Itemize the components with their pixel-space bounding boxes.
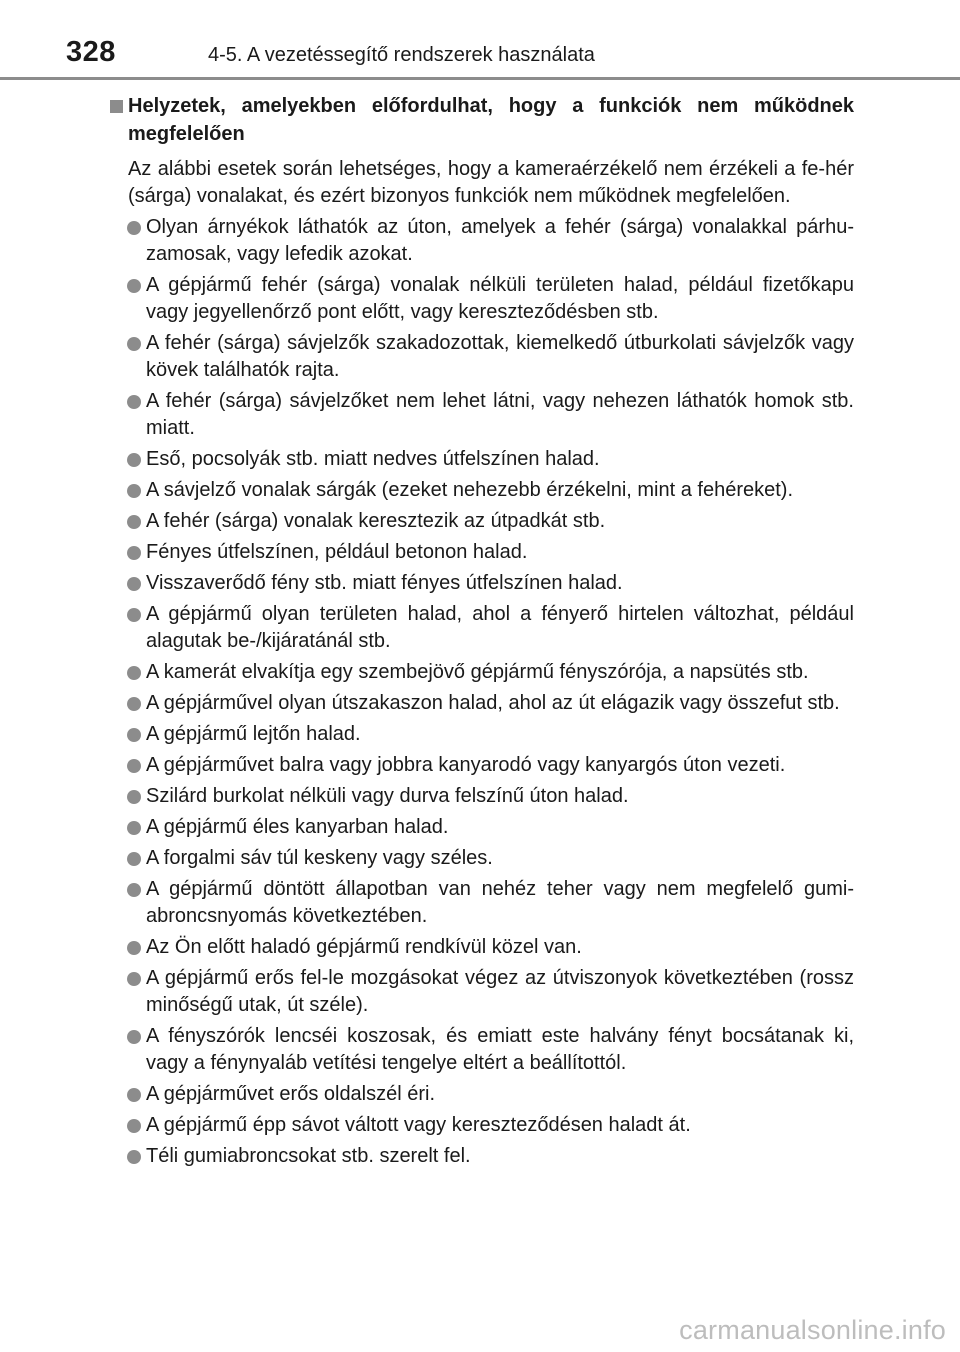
circle-bullet-icon [127, 972, 141, 986]
list-item-text: A forgalmi sáv túl keskeny vagy széles. [146, 847, 493, 869]
circle-bullet-icon [127, 666, 141, 680]
list-item-text: A gépjármű olyan területen halad, ahol a fényerő hirtelen változhat, például alagutak be-/kijáratánál stb. [146, 603, 854, 652]
list-item [108, 1023, 854, 1077]
list-item [108, 214, 854, 268]
circle-bullet-icon [127, 852, 141, 866]
list-item [108, 446, 854, 473]
list-item-text: A kamerát elvakítja egy szembejövő gépjármű fényszórója, a napsütés stb. [146, 661, 809, 683]
page-content [108, 92, 854, 1170]
list-item-text: A gépjármű döntött állapotban van nehéz teher vagy nem megfelelő gumi-abroncsnyomás következtében. [146, 878, 854, 927]
condition-list [108, 214, 854, 1170]
list-item-text: A gépjármű épp sávot váltott vagy kereszteződésen haladt át. [146, 1114, 691, 1136]
list-item [108, 508, 854, 535]
list-item [108, 539, 854, 566]
circle-bullet-icon [127, 1150, 141, 1164]
subsection-heading-text: Helyzetek, amelyekben előfordulhat, hogy a funkciók nem működnek megfelelően [128, 95, 854, 145]
list-item [108, 690, 854, 717]
list-item-text: Az Ön előtt haladó gépjármű rendkívül közel van. [146, 936, 582, 958]
list-item-text: A fehér (sárga) sávjelzőket nem lehet látni, vagy nehezen láthatók homok stb. miatt. [146, 390, 854, 439]
list-item [108, 814, 854, 841]
list-item-text: Fényes útfelszínen, például betonon halad. [146, 541, 528, 563]
circle-bullet-icon [127, 728, 141, 742]
watermark-text: carmanualsonline.info [679, 1315, 946, 1345]
list-item [108, 601, 854, 655]
intro-paragraph: Az alábbi esetek során lehetséges, hogy a kameraérzékelő nem érzékeli a fe-hér (sárga) vonalakat, és ezért bizonyos funkciók nem működnek megfelelően. [128, 158, 854, 207]
circle-bullet-icon [127, 484, 141, 498]
list-item-text: A gépjárművel olyan útszakaszon halad, ahol az út elágazik vagy összefut stb. [146, 692, 840, 714]
circle-bullet-icon [127, 821, 141, 835]
list-item [108, 570, 854, 597]
circle-bullet-icon [127, 1030, 141, 1044]
list-item-text: A gépjármű lejtőn halad. [146, 723, 361, 745]
page-header [0, 0, 960, 80]
list-item-text: A gépjárművet balra vagy jobbra kanyarodó vagy kanyargós úton vezeti. [146, 754, 786, 776]
circle-bullet-icon [127, 883, 141, 897]
list-item [108, 330, 854, 384]
list-item-text: Olyan árnyékok láthatók az úton, amelyek a fehér (sárga) vonalakkal párhu-zamosak, vagy lefedik azokat. [146, 216, 854, 265]
circle-bullet-icon [127, 697, 141, 711]
list-item [108, 965, 854, 1019]
square-bullet-icon [110, 100, 123, 113]
list-item-text: A sávjelző vonalak sárgák (ezeket nehezebb érzékelni, mint a fehéreket). [146, 479, 794, 501]
list-item [108, 752, 854, 779]
subsection-heading [108, 92, 854, 148]
section-title: 4-5. A vezetéssegítő rendszerek használata [208, 44, 595, 66]
list-item [108, 876, 854, 930]
circle-bullet-icon [127, 759, 141, 773]
circle-bullet-icon [127, 1119, 141, 1133]
circle-bullet-icon [127, 577, 141, 591]
list-item-text: Szilárd burkolat nélküli vagy durva felszínű úton halad. [146, 785, 629, 807]
list-item [108, 1143, 854, 1170]
list-item [108, 721, 854, 748]
circle-bullet-icon [127, 279, 141, 293]
list-item-text: A fehér (sárga) sávjelzők szakadozottak, kiemelkedő útburkolati sávjelzők vagy kövek találhatók rajta. [146, 332, 854, 381]
list-item [108, 659, 854, 686]
circle-bullet-icon [127, 453, 141, 467]
list-item-text: A gépjármű éles kanyarban halad. [146, 816, 449, 838]
list-item [108, 477, 854, 504]
circle-bullet-icon [127, 546, 141, 560]
list-item-text: Eső, pocsolyák stb. miatt nedves útfelszínen halad. [146, 448, 600, 470]
list-item [108, 1112, 854, 1139]
circle-bullet-icon [127, 221, 141, 235]
circle-bullet-icon [127, 337, 141, 351]
list-item-text: A fehér (sárga) vonalak keresztezik az útpadkát stb. [146, 510, 606, 532]
list-item [108, 845, 854, 872]
circle-bullet-icon [127, 1088, 141, 1102]
list-item-text: A gépjárművet erős oldalszél éri. [146, 1083, 436, 1105]
list-item-text: Téli gumiabroncsokat stb. szerelt fel. [146, 1145, 471, 1167]
list-item [108, 272, 854, 326]
circle-bullet-icon [127, 515, 141, 529]
page-number: 328 [66, 36, 116, 68]
list-item [108, 783, 854, 810]
list-item-text: A gépjármű fehér (sárga) vonalak nélküli területen halad, például fizetőkapu vagy jegyellenőrző pont előtt, vagy kereszteződésben stb. [146, 274, 854, 323]
list-item-text: A gépjármű erős fel-le mozgásokat végez az útviszonyok következtében (rossz minőségű utak, út széle). [146, 967, 854, 1016]
circle-bullet-icon [127, 395, 141, 409]
list-item [108, 388, 854, 442]
list-item [108, 934, 854, 961]
list-item-text: Visszaverődő fény stb. miatt fényes útfelszínen halad. [146, 572, 623, 594]
list-item-text: A fényszórók lencséi koszosak, és emiatt este halvány fényt bocsátanak ki, vagy a fénynyaláb vetítési tengelye eltért a beállítottól. [146, 1025, 854, 1074]
list-item [108, 1081, 854, 1108]
circle-bullet-icon [127, 941, 141, 955]
header-divider [0, 77, 960, 80]
circle-bullet-icon [127, 790, 141, 804]
circle-bullet-icon [127, 608, 141, 622]
